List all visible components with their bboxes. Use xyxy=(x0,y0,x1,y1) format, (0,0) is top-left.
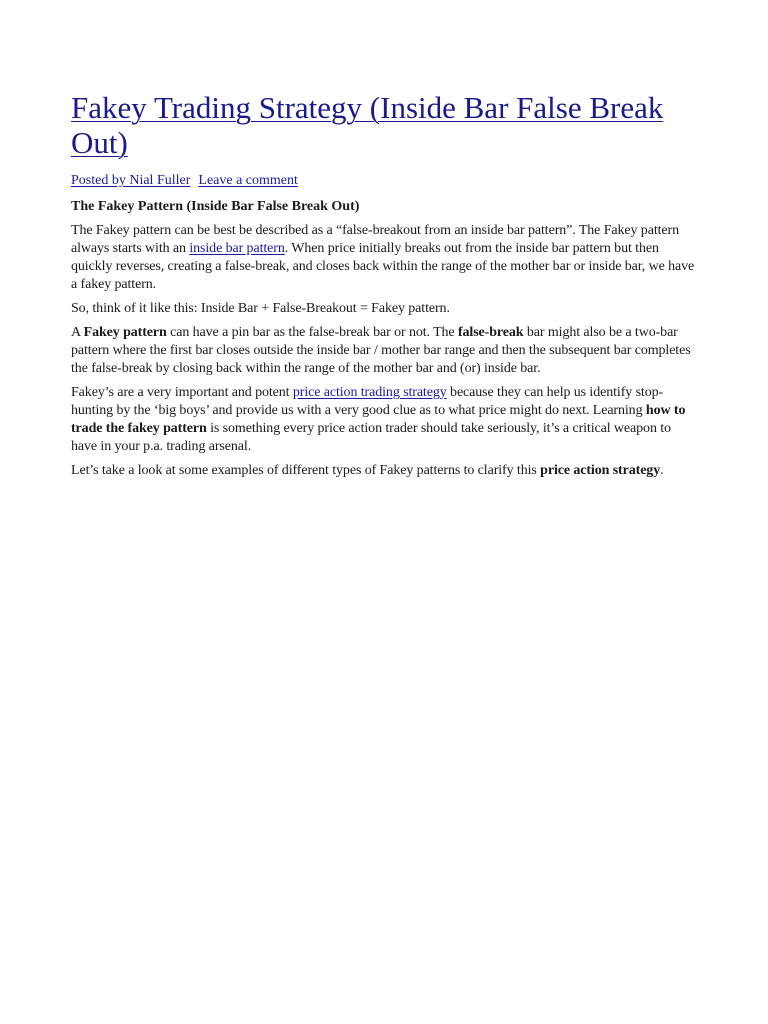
paragraph-4 xyxy=(71,384,698,456)
paragraph-4-text-c: is something every price action trader should take seriously, it’s a critical weapon to have in your p.a. trading arsenal. xyxy=(71,421,671,454)
paragraph-2: So, think of it like this: Inside Bar + False-Breakout = Fakey pattern. xyxy=(71,301,450,316)
paragraph-4-text-a: Fakey’s are a very important and potent xyxy=(71,385,293,400)
paragraph-3-text-a: A xyxy=(71,325,84,340)
paragraph-3-bold-a: Fakey pattern xyxy=(83,325,167,340)
paragraph-4-bold: how to trade the fakey pattern xyxy=(71,403,686,436)
paragraph-1 xyxy=(71,222,698,294)
paragraph-5-text-b: . xyxy=(660,463,664,478)
author-link[interactable]: Posted by Nial Fuller xyxy=(71,173,191,188)
inside-bar-pattern-link[interactable]: inside bar pattern xyxy=(189,241,285,256)
paragraph-4-text-b: because they can help us identify stop-hunting by the ‘big boys’ and provide us with a very good clue as to what price might do next. Learning xyxy=(71,385,664,418)
article-byline xyxy=(71,172,698,190)
price-action-strategy-link[interactable]: price action trading strategy xyxy=(292,385,447,400)
paragraph-3-text-c: bar might also be a two-bar pattern where the first bar closes outside the inside bar / mother bar range and then the subsequent bar completes the false-break by closing back within the range of the mother bar and (or) inside bar. xyxy=(71,325,691,376)
paragraph-3-bold-b: false-break xyxy=(457,325,524,340)
paragraph-3-text-b: can have a pin bar as the false-break bar or not. The xyxy=(166,325,458,340)
paragraph-5 xyxy=(71,462,698,480)
section-subheading: The Fakey Pattern (Inside Bar False Break Out) xyxy=(71,199,360,214)
paragraph-5-text-a: Let’s take a look at some examples of different types of Fakey patterns to clarify this xyxy=(71,463,541,478)
paragraph-3 xyxy=(71,324,698,378)
paragraph-1-text-b: . When price initially breaks out from the inside bar pattern but then quickly reverses, creating a false-break, and closes back within the range of the mother bar or inside bar, we have a fakey pattern. xyxy=(71,241,695,292)
paragraph-1-text-a: The Fakey pattern can be best be described as a “false-breakout from an inside bar pattern”. The Fakey pattern always starts with an xyxy=(71,223,679,256)
paragraph-5-bold: price action strategy xyxy=(540,463,661,478)
article-title-link[interactable]: Fakey Trading Strategy (Inside Bar False Break Out) xyxy=(71,90,664,160)
article-title xyxy=(71,90,698,160)
leave-comment-link[interactable]: Leave a comment xyxy=(198,173,298,188)
